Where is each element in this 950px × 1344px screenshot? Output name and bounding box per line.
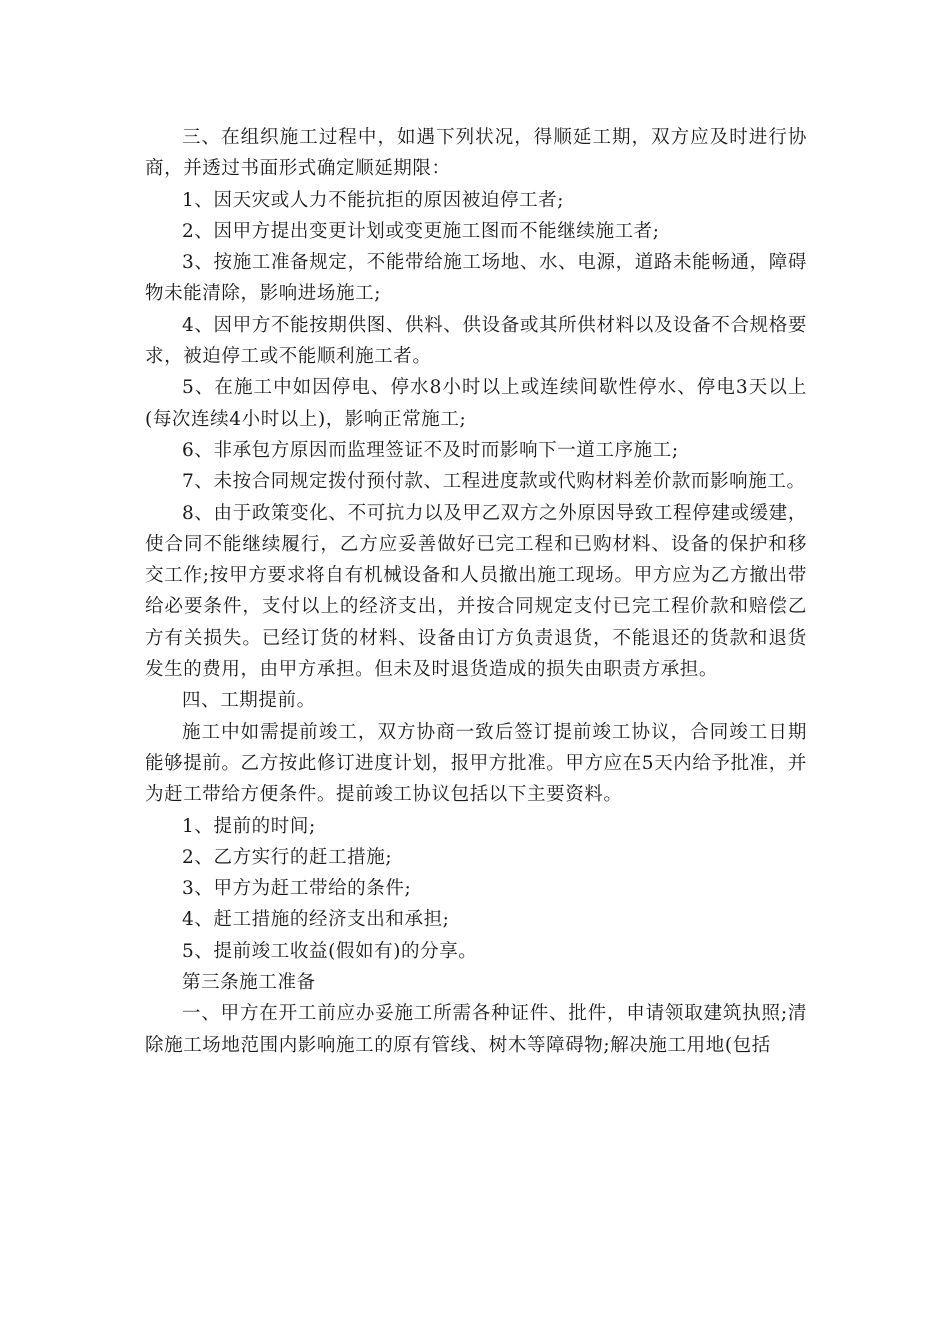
paragraph-early-completion: 施工中如需提前竣工，双方协商一致后签订提前竣工协议，合同竣工日期能够提前。乙方按此修订进度计划，报甲方批准。甲方应在5天内给予批准，并为赶工带给方便条件。提前竣工协议包括以下主要资料。 [145, 721, 807, 806]
paragraph-extension-conditions: 三、在组织施工过程中，如遇下列状况，得顺延工期，双方应及时进行协商，并透过书面形式确定顺延期限： [145, 127, 807, 180]
list-item: 7、未按合同规定拨付预付款、工程进度款或代购材料差价款而影响施工。 [182, 471, 806, 493]
list-item: 2、乙方实行的赶工措施; [182, 846, 393, 868]
article-heading-construction-prep: 第三条施工准备 [182, 972, 316, 994]
section-heading-early-completion: 四、工期提前。 [182, 690, 316, 712]
list-item: 8、由于政策变化、不可抗力以及甲乙双方之外原因导致工程停建或缓建，使合同不能继续履行，乙方应妥善做好已完工程和已购材料、设备的保护和移交工作;按甲方要求将自有机械设备和人员撤出施工现场。甲方应为乙方撤出带给必要条件，支付以上的经济支出，并按合同规定支付已完工程价款和赔偿乙方有关损失。已经订货的材料、设备由订方负责退货，不能退还的货款和退货发生的费用，由甲方承担。但未及时退货造成的损失由职责方承担。 [145, 502, 807, 681]
list-item: 6、非承包方原因而监理签证不及时而影响下一道工序施工; [182, 439, 679, 461]
paragraph-owner-duties: 一、甲方在开工前应办妥施工所需各种证件、批件，申请领取建筑执照;清除施工场地范围内影响施工的原有管线、树木等障碍物;解决施工用地(包括 [145, 1003, 807, 1056]
list-item: 1、提前的时间; [182, 815, 316, 837]
list-item: 4、赶工措施的经济支出和承担; [182, 909, 450, 931]
list-item: 1、因天灾或人力不能抗拒的原因被迫停工者; [182, 189, 565, 211]
list-item: 5、提前竣工收益(假如有)的分享。 [182, 940, 478, 962]
list-item: 4、因甲方不能按期供图、供料、供设备或其所供材料以及设备不合规格要求，被迫停工或不能顺利施工者。 [145, 314, 807, 368]
list-item: 3、按施工准备规定，不能带给施工场地、水、电源，道路未能畅通，障碍物未能清除，影响进场施工; [145, 252, 807, 305]
document-body [145, 122, 807, 1061]
list-item: 2、因甲方提出变更计划或变更施工图而不能继续施工者; [182, 220, 660, 242]
list-item: 3、甲方为赶工带给的条件; [182, 878, 412, 900]
list-item: 5、在施工中如因停电、停水8小时以上或连续间歇性停水、停电3天以上(每次连续4小时以上)，影响正常施工; [145, 377, 807, 430]
